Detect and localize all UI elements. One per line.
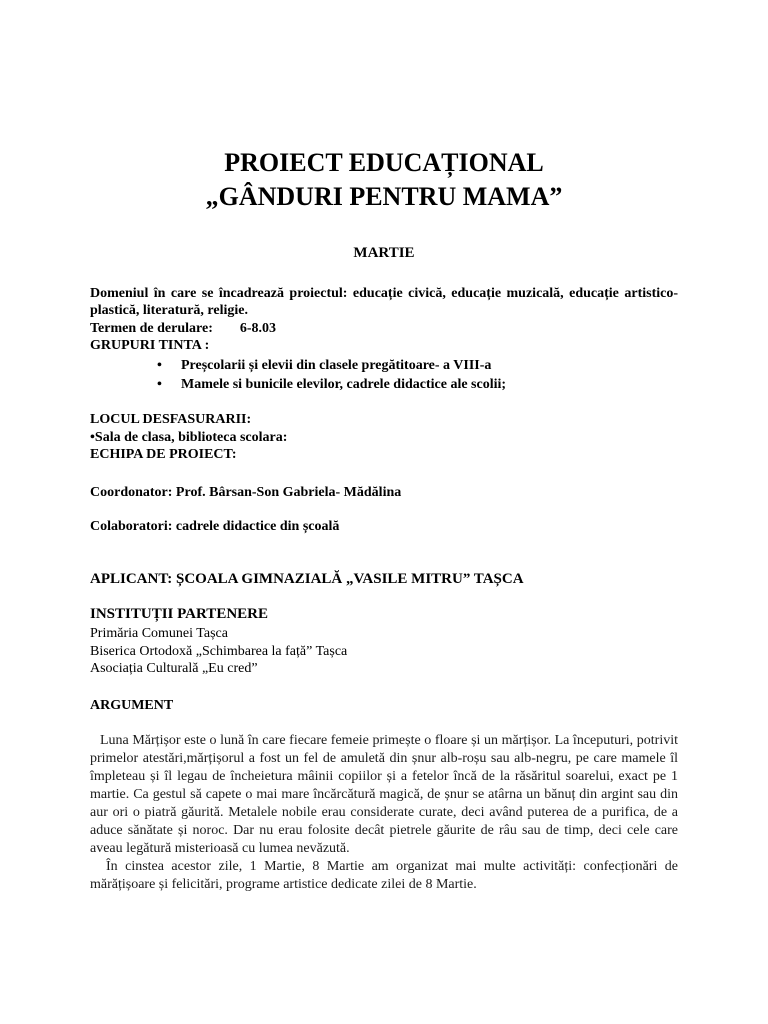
- month-heading: MARTIE: [353, 245, 415, 261]
- team-label: ECHIPA DE PROIECT:: [90, 447, 237, 462]
- location-value: •Sala de clasa, biblioteca scolara:: [90, 430, 288, 445]
- partners-label: INSTITUȚII PARTENERE: [90, 606, 268, 622]
- location-label: LOCUL DESFASURARII:: [90, 412, 252, 427]
- term-label: Termen de derulare:: [90, 321, 213, 336]
- document-title-line1: PROIECT EDUCAȚIONAL: [224, 148, 544, 177]
- argument-heading: ARGUMENT: [90, 698, 174, 713]
- term-value: 6-8.03: [239, 321, 277, 336]
- target-group-item: [157, 376, 506, 393]
- bullet-icon: •: [157, 377, 162, 392]
- argument-body: [90, 732, 678, 894]
- partner-item: Primăria Comunei Tașca: [90, 626, 228, 641]
- target-group-item: [157, 357, 491, 374]
- term-line: [90, 320, 678, 337]
- partner-item: Biserica Ortodoxă „Schimbarea la față” Tașca: [90, 644, 348, 659]
- domain-text: Domeniul în care se încadrează proiectul: educație civică, educație muzicală, educație artistico- plastică, literatură, religie.: [90, 286, 678, 318]
- target-group-text: Preșcolarii și elevii din clasele pregătitoare- a VIII-a: [181, 358, 492, 373]
- applicant-line: APLICANT: ȘCOALA GIMNAZIALĂ „VASILE MITRU” TAȘCA: [90, 571, 524, 587]
- coordinator-line: Coordonator: Prof. Bârsan-Son Gabriela- Mădălina: [90, 485, 402, 500]
- target-group-text: Mamele si bunicile elevilor, cadrele didactice ale scolii;: [181, 377, 507, 392]
- document-title-line2: „GÂNDURI PENTRU MAMA”: [205, 182, 563, 211]
- target-groups-label: GRUPURI TINTA :: [90, 338, 210, 353]
- argument-paragraph-1: Luna Mărțișor este o lună în care fiecare femeie primește o floare și un mărțișor. La începuturi, potrivit primelor atestări,mărțișorul a fost un fel de amuletă din șnur alb-roșu sau alb-negru, pe care mamele îl împleteau și îl legau de încheietura mâinii copiilor și a fetelor încă de la răsăritul soarelui, exact pe 1 martie. Ca gestul să capete o mai mare încărcătură magică, de șnur se atârna un bănuț din argint sau din aur ori o piatră găurită. Metalele nobile erau considerate curate, deci având puterea de a purifica, de a aduce sănătate și noroc. Dar nu erau folosite decât pietrele găurite de râu sau de timp, deci cele care aveau legătură misterioasă cu lumea nevăzută.: [90, 733, 678, 856]
- argument-paragraph-2: În cinstea acestor zile, 1 Martie, 8 Martie am organizat mai multe activități: confecționări de mărățișoare și felicitări, programe artistice dedicate zilei de 8 Martie.: [90, 859, 678, 892]
- collaborators-line: Colaboratori: cadrele didactice din școală: [90, 519, 340, 534]
- partner-item: Asociația Culturală „Eu cred”: [90, 661, 258, 676]
- bullet-icon: •: [157, 358, 162, 373]
